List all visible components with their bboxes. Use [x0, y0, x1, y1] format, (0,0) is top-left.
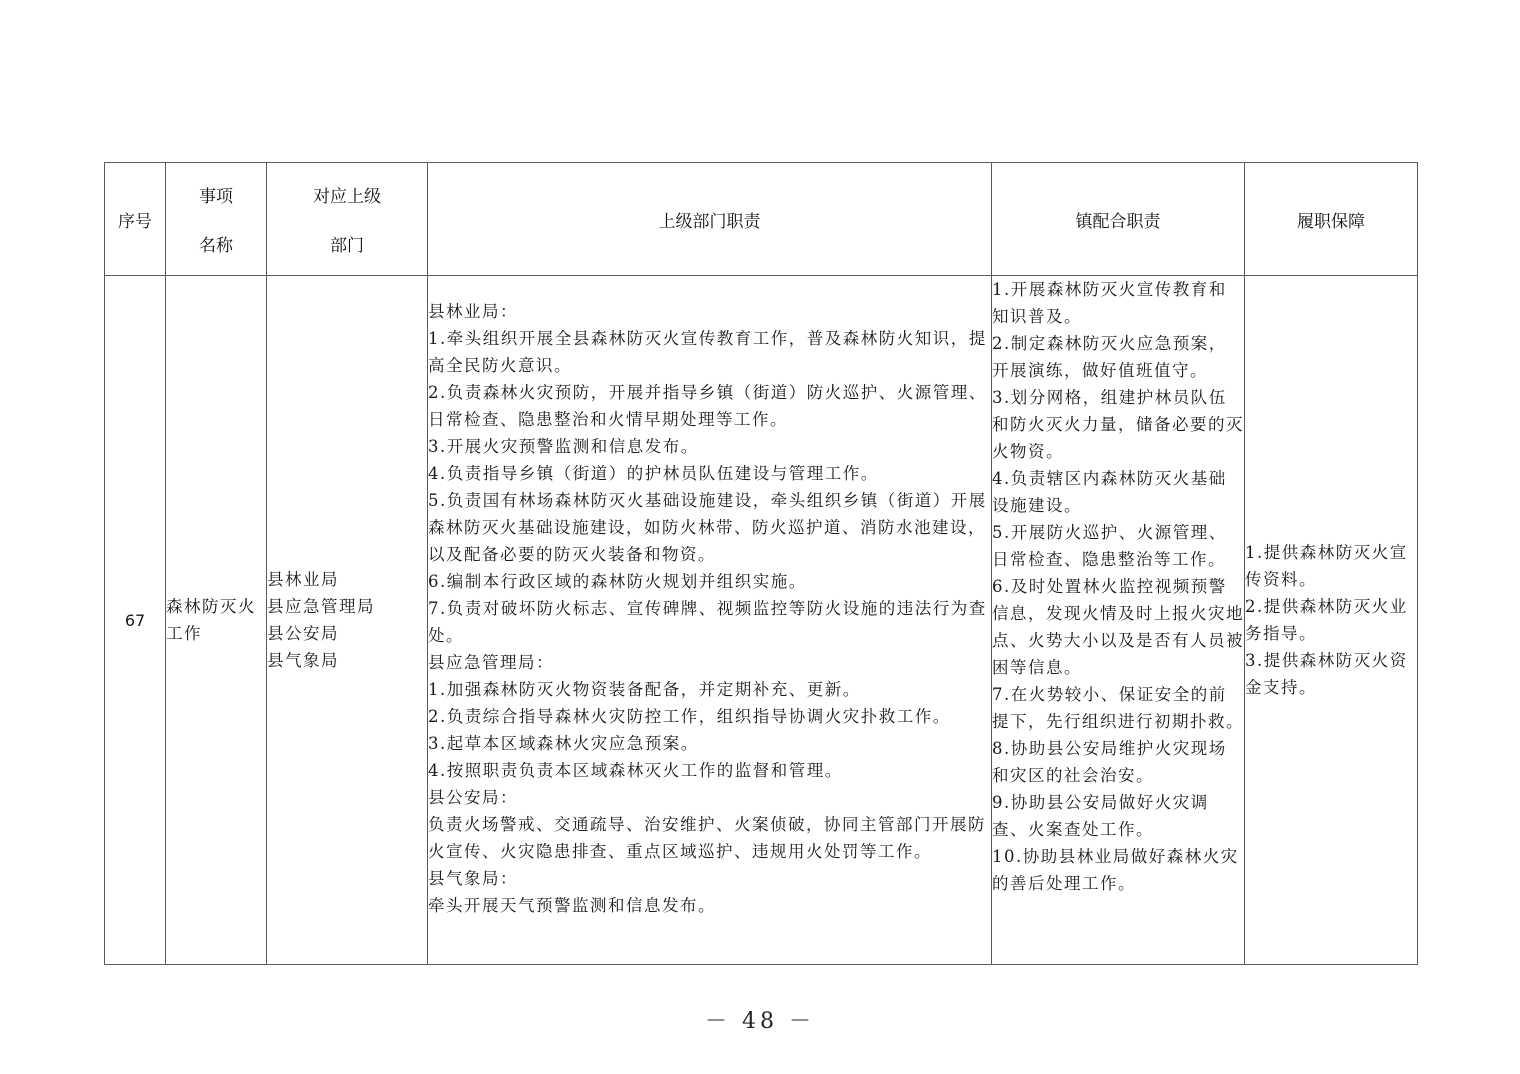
upper-duty-heading: 县气象局：: [428, 869, 518, 888]
header-upper-duties: 上级部门职责: [428, 163, 992, 276]
department-item: 县气象局: [267, 651, 339, 670]
table-row: [105, 276, 1418, 965]
row-town-duties: [992, 276, 1245, 965]
department-item: 县应急管理局: [267, 597, 375, 616]
header-dept-line2: 部门: [330, 236, 364, 256]
guarantee-item: 1.提供森林防灭火宣传资料。: [1245, 543, 1408, 589]
upper-duty-heading: 县应急管理局：: [428, 653, 554, 672]
upper-duty-item: 2.负责森林火灾预防，开展并指导乡镇（街道）防火巡护、火源管理、日常检查、隐患整治和火情早期处理等工作。: [428, 383, 987, 429]
upper-duty-item: 3.起草本区域森林火灾应急预案。: [428, 734, 699, 753]
upper-duty-item: 4.按照职责负责本区域森林灭火工作的监督和管理。: [428, 761, 843, 780]
guarantee-item: 2.提供森林防灭火业务指导。: [1245, 597, 1408, 643]
row-seq: 67: [105, 276, 166, 965]
upper-duty-item: 6.编制本行政区域的森林防火规划并组织实施。: [428, 572, 807, 591]
upper-duty-item: 7.负责对破坏防火标志、宣传碑牌、视频监控等防火设施的违法行为查处。: [428, 599, 987, 645]
town-duty-item: 4.负责辖区内森林防灭火基础设施建设。: [992, 469, 1227, 515]
upper-duty-item: 5.负责国有林场森林防灭火基础设施建设，牵头组织乡镇（街道）开展森林防灭火基础设施建设，如防火林带、防火巡护道、消防水池建设，以及配备必要的防灭火装备和物资。: [428, 491, 987, 564]
upper-duty-item: 牵头开展天气预警监测和信息发布。: [428, 896, 716, 915]
header-guarantee: 履职保障: [1245, 163, 1418, 276]
town-duty-item: 1.开展森林防灭火宣传教育和知识普及。: [992, 280, 1227, 326]
row-upper-duties: [428, 276, 992, 965]
row-item-name: 森林防灭火工作: [166, 276, 267, 965]
header-item-line1: 事项: [199, 187, 233, 207]
town-duty-item: 7.在火势较小、保证安全的前提下，先行组织进行初期扑救。: [992, 685, 1244, 731]
upper-duty-item: 1.加强森林防灭火物资装备配备，并定期补充、更新。: [428, 680, 861, 699]
town-duty-item: 10.协助县林业局做好森林火灾的善后处理工作。: [992, 847, 1239, 893]
upper-duty-item: 1.牵头组织开展全县森林防灭火宣传教育工作，普及森林防火知识，提高全民防火意识。: [428, 329, 987, 375]
department-item: 县公安局: [267, 624, 339, 643]
town-duty-item: 9.协助县公安局做好火灾调查、火案查处工作。: [992, 793, 1209, 839]
upper-duty-item: 3.开展火灾预警监测和信息发布。: [428, 437, 699, 456]
upper-duty-heading: 县公安局：: [428, 788, 518, 807]
upper-duty-item: 负责火场警戒、交通疏导、治安维护、火案侦破，协同主管部门开展防火宣传、火灾隐患排查、重点区域巡护、违规用火处罚等工作。: [428, 815, 986, 861]
duty-table: [104, 162, 1418, 965]
header-seq: 序号: [105, 163, 166, 276]
town-duty-item: 5.开展防火巡护、火源管理、日常检查、隐患整治等工作。: [992, 523, 1227, 569]
header-item-name: [166, 163, 267, 276]
town-duty-item: 6.及时处置林火监控视频预警信息，发现火情及时上报火灾地点、火势大小以及是否有人员被困等信息。: [992, 577, 1244, 677]
town-duty-item: 2.制定森林防灭火应急预案，开展演练，做好值班值守。: [992, 334, 1227, 380]
row-guarantees: [1245, 276, 1418, 965]
header-town-duties: 镇配合职责: [992, 163, 1245, 276]
department-item: 县林业局: [267, 570, 339, 589]
upper-duty-item: 2.负责综合指导森林火灾防控工作，组织指导协调火灾扑救工作。: [428, 707, 951, 726]
header-department: [267, 163, 428, 276]
upper-duty-item: 4.负责指导乡镇（街道）的护林员队伍建设与管理工作。: [428, 464, 879, 483]
header-item-line2: 名称: [199, 236, 233, 256]
town-duty-item: 8.协助县公安局维护火灾现场和灾区的社会治安。: [992, 739, 1227, 785]
town-duty-item: 3.划分网格，组建护林员队伍和防火灭火力量，储备必要的灭火物资。: [992, 388, 1244, 461]
table-header-row: [105, 163, 1418, 276]
guarantee-item: 3.提供森林防灭火资金支持。: [1245, 651, 1408, 697]
page-number: － 48 －: [705, 1009, 815, 1034]
header-dept-line1: 对应上级: [313, 187, 381, 207]
row-departments: [267, 276, 428, 965]
upper-duty-heading: 县林业局：: [428, 302, 518, 321]
